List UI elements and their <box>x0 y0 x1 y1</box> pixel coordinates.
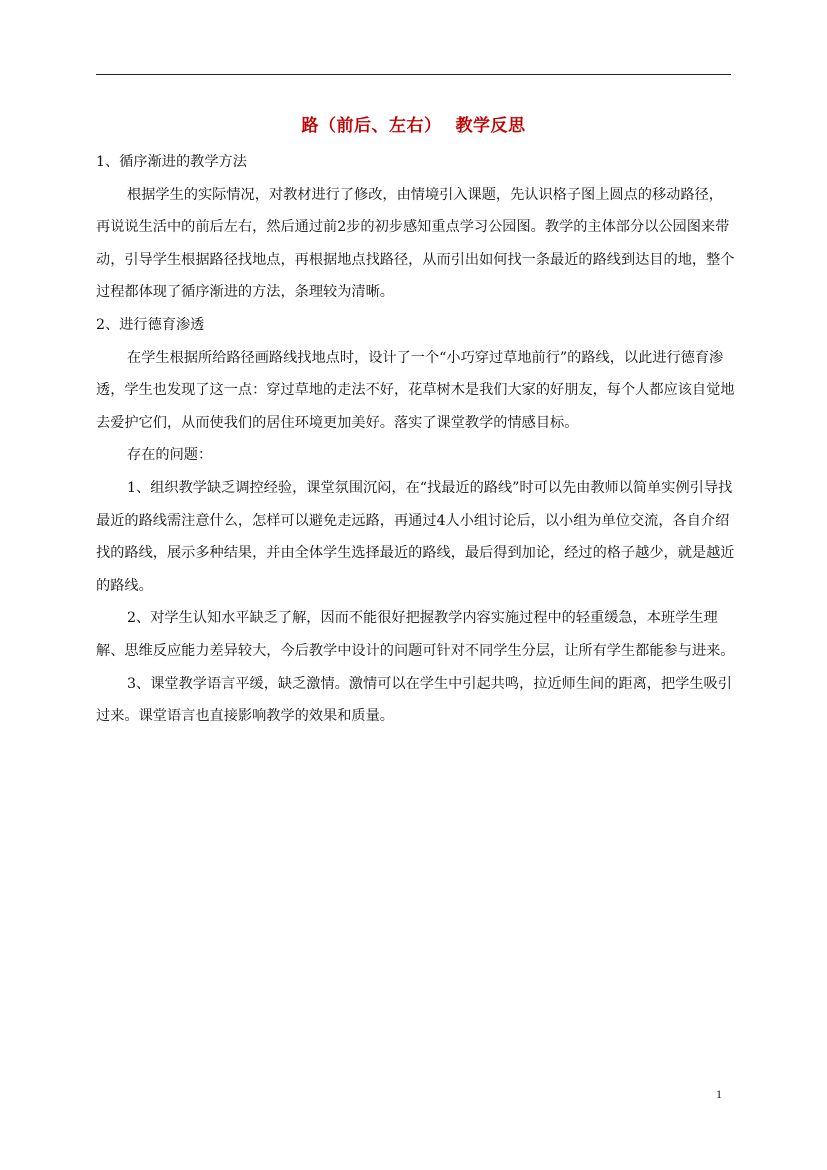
document-title <box>96 111 731 136</box>
problem-item-2: 2、对学生认知水平缺乏了解，因而不能很好把握教学内容实施过程中的轻重缓急，本班学生理解、思维反应能力差异较大，今后教学中设计的问题可针对不同学生分层，让所有学生都能参与进来。 <box>96 610 735 659</box>
paragraph: 在学生根据所给路径画路线找地点时，设计了一个“小巧穿过草地前行”的路线，以此进行德育渗透，学生也发现了这一点：穿过草地的走法不好，花草树木是我们大家的好朋友，每个人都应该自觉地去爱护它们，从而使我们的居住环境更加美好。落实了课堂教学的情感目标。 <box>96 349 735 431</box>
section-heading-2: 2、进行德育渗透 <box>96 316 205 333</box>
title-part-1: 路（前后、左右） <box>301 116 442 136</box>
section-heading-1: 1、循序渐进的教学方法 <box>96 154 247 170</box>
problem-item-1: 1、组织教学缺乏调控经验，课堂氛围沉闷，在“找最近的路线”时可以先由教师以简单实例引导找最近的路线需注意什么，怎样可以避免走远路，再通过4人小组讨论后，以小组为单位交流，各自介绍找的路线，展示多种结果，并由全体学生选择最近的路线，最后得到加论，经过的格子越少，就是越近的路线。 <box>96 479 735 594</box>
page-number: 1 <box>716 1087 722 1101</box>
problems-heading: 存在的问题： <box>127 447 213 464</box>
paragraph: 根据学生的实际情况，对教材进行了修改，由情境引入课题，先认识格子图上圆点的移动路径，再说说生活中的前后左右，然后通过前2步的初步感知重点学习公园图。教学的主体部分以公园图来带动，引导学生根据路径找地点，再根据地点找路径，从而引出如何找一条最近的路线到达目的地，整个过程都体现了循序渐进的方法，条理较为清晰。 <box>96 186 735 301</box>
title-part-2: 教学反思 <box>455 116 526 136</box>
header-rule <box>96 74 731 75</box>
problem-item-3: 3、课堂教学语言平缓，缺乏激情。激情可以在学生中引起共鸣，拉近师生间的距离，把学生吸引过来。课堂语言也直接影响教学的效果和质量。 <box>96 675 732 725</box>
document-body <box>96 146 736 733</box>
